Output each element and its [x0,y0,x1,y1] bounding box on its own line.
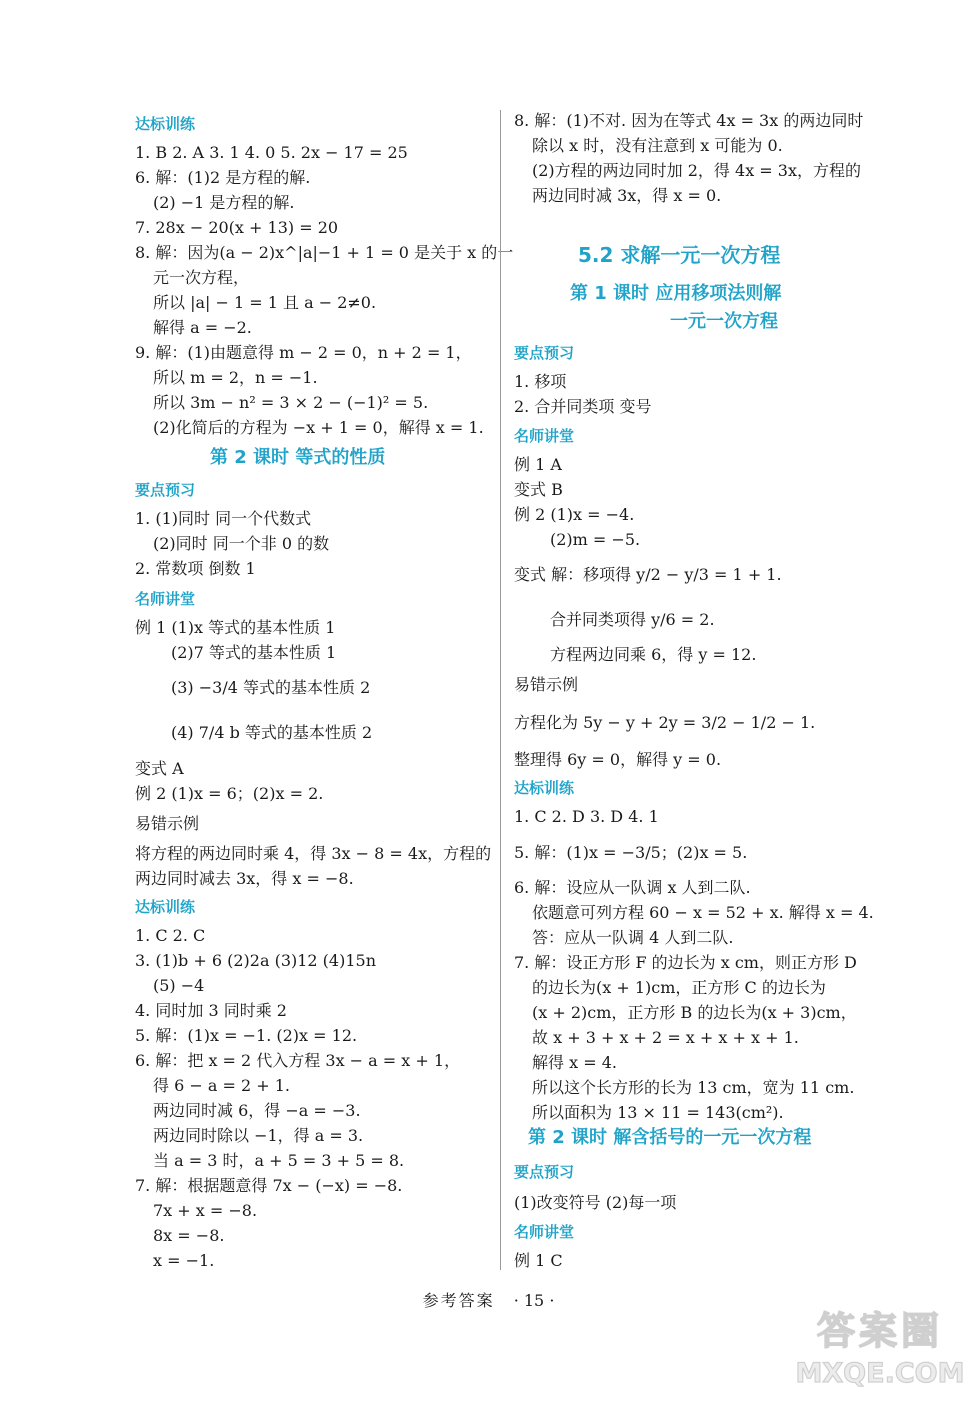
answer-line: 变式 B [514,480,563,499]
answer-line: (3) −3/4 等式的基本性质 2 [171,678,371,697]
answer-line: 5. 解：(1)x = −3/5；(2)x = 5. [514,843,748,862]
answer-line: 两边同时减去 3x，得 x = −8. [135,869,354,888]
answer-line: 1. C 2. D 3. D 4. 1 [514,807,659,826]
answer-line: 所以 3m − n² = 3 × 2 − (−1)² = 5. [153,393,429,412]
answer-line: (2)m = −5. [550,530,641,549]
answer-line: 5. 解：(1)x = −1. (2)x = 12. [135,1026,358,1045]
answer-line: 得 6 − a = 2 + 1. [153,1076,290,1095]
section-heading: 达标训练 [135,115,196,133]
answer-line: 例 1 A [514,455,562,474]
answer-line: 所以 |a| − 1 = 1 且 a − 2≠0. [153,293,377,312]
answer-line: 所以面积为 13 × 11 = 143(cm²). [532,1103,784,1122]
answer-line: 2. 常数项 倒数 1 [135,559,256,578]
lesson-heading: 第 2 课时 解含括号的一元一次方程 [528,1127,812,1148]
answer-line: 易错示例 [135,814,200,833]
answer-line: 依题意可列方程 60 − x = 52 + x. 解得 x = 4. [532,903,874,922]
answer-line: 7. 28x − 20(x + 13) = 20 [135,218,339,237]
answer-line: 8x = −8. [153,1226,225,1245]
section-heading: 达标训练 [514,779,575,797]
watermark-url: MXQE.COM [795,1358,965,1389]
answer-line: 6. 解：设应从一队调 x 人到二队. [514,878,751,897]
lesson-heading: 一元一次方程 [670,311,778,332]
answer-line: 解得 a = −2. [153,318,252,337]
section-heading: 名师讲堂 [514,427,575,445]
answer-line: 当 a = 3 时，a + 5 = 3 + 5 = 8. [153,1151,405,1170]
answer-line: 整理得 6y = 0，解得 y = 0. [514,750,722,769]
answer-line: 两边同时除以 −1，得 a = 3. [153,1126,364,1145]
watermark [795,1308,965,1393]
answer-line: (2)化简后的方程为 −x + 1 = 0，解得 x = 1. [153,418,484,437]
answer-line: 8. 解：因为(a − 2)x^|a|−1 + 1 = 0 是关于 x 的一 [135,243,514,262]
section-heading: 名师讲堂 [135,590,196,608]
lesson-heading: 第 2 课时 等式的性质 [210,447,386,468]
watermark-logo: 答案圈 [816,1309,943,1353]
answer-line: 7. 解：根据题意得 7x − (−x) = −8. [135,1176,403,1195]
answer-line: 变式 A [135,759,184,778]
answer-line: 所以 m = 2，n = −1. [153,368,318,387]
answer-line: 变式 解：移项得 y/2 − y/3 = 1 + 1. [514,565,782,584]
answer-line: (2)7 等式的基本性质 1 [171,643,337,662]
answer-line: 3. (1)b + 6 (2)2a (3)12 (4)15n [135,951,377,970]
answer-line: 6. 解：(1)2 是方程的解. [135,168,311,187]
answer-line: 9. 解：(1)由题意得 m − 2 = 0，n + 2 = 1， [135,343,472,362]
answer-line: (2)方程的两边同时加 2，得 4x = 3x，方程的 [532,161,862,180]
answer-line: x = −1. [153,1251,215,1270]
answer-line: 8. 解：(1)不对. 因为在等式 4x = 3x 的两边同时 [514,111,864,130]
answer-line: 的边长为(x + 1)cm，正方形 C 的边长为 [532,978,826,997]
section-heading: 名师讲堂 [514,1223,575,1241]
section-heading: 要点预习 [135,481,196,499]
answer-line: 故 x + 3 + x + 2 = x + x + x + 1. [532,1028,799,1047]
answer-line: 将方程的两边同时乘 4，得 3x − 8 = 4x，方程的 [135,844,492,863]
answer-line: 所以这个长方形的长为 13 cm，宽为 11 cm. [532,1078,855,1097]
answer-line: 答：应从一队调 4 人到二队. [532,928,734,947]
page-number: · 15 · [513,1291,555,1310]
answer-line: 6. 解：把 x = 2 代入方程 3x − a = x + 1， [135,1051,461,1070]
answer-line: (2)同时 同一个非 0 的数 [153,534,330,553]
answer-line: 1. (1)同时 同一个代数式 [135,509,312,528]
answer-line: 易错示例 [514,675,579,694]
answer-line: 元一次方程， [153,268,250,287]
answer-line: 两边同时减 3x，得 x = 0. [532,186,722,205]
answer-line: (4) 7/4 b 等式的基本性质 2 [171,723,373,742]
lesson-heading: 5.2 求解一元一次方程 [578,243,781,267]
answer-line: 例 2 (1)x = 6；(2)x = 2. [135,784,324,803]
column-divider [500,110,501,1270]
section-heading: 达标训练 [135,898,196,916]
lesson-heading: 第 1 课时 应用移项法则解 [570,283,782,304]
answer-line: 1. 移项 [514,372,567,391]
section-heading: 要点预习 [514,1163,575,1181]
answer-line: 例 1 (1)x 等式的基本性质 1 [135,618,336,637]
answer-line: (2) −1 是方程的解. [153,193,295,212]
answer-line: (1)改变符号 (2)每一项 [514,1193,677,1212]
answer-line: (x + 2)cm，正方形 B 的边长为(x + 3)cm， [532,1003,857,1022]
answer-line: (5) −4 [153,976,205,995]
answer-line: 4. 同时加 3 同时乘 2 [135,1001,287,1020]
answer-line: 除以 x 时，没有注意到 x 可能为 0. [532,136,783,155]
answer-line: 1. C 2. C [135,926,206,945]
answer-line: 方程化为 5y − y + 2y = 3/2 − 1/2 − 1. [514,713,816,732]
answer-line: 两边同时减 6，得 −a = −3. [153,1101,361,1120]
answer-line: 例 1 C [514,1251,563,1270]
answer-line: 解得 x = 4. [532,1053,617,1072]
answer-line: 方程两边同乘 6，得 y = 12. [550,645,757,664]
section-heading: 要点预习 [514,344,575,362]
answer-line: 1. B 2. A 3. 1 4. 0 5. 2x − 17 = 25 [135,143,408,162]
answer-line: 7x + x = −8. [153,1201,258,1220]
answer-line: 例 2 (1)x = −4. [514,505,635,524]
answer-line: 2. 合并同类项 变号 [514,397,652,416]
answer-line: 合并同类项得 y/6 = 2. [550,610,715,629]
answer-line: 7. 解：设正方形 F 的边长为 x cm，则正方形 D [514,953,857,972]
footer-label: 参考答案 [422,1291,495,1310]
